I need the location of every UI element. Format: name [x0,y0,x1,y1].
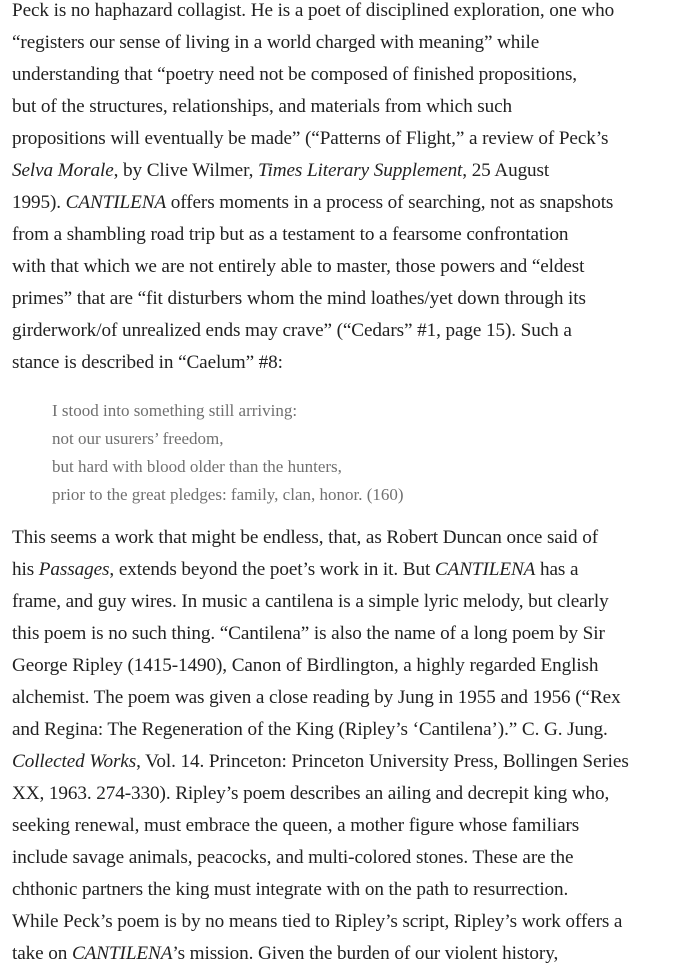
text-line: but of the structures, relationships, and materials from which such [12,96,513,117]
book-title: CANTILENA [65,192,167,213]
text-line [12,559,578,580]
text-line: understanding that “poetry need not be composed of finished propositions, [12,64,578,85]
text-line: girderwork/of unrealized ends may crave” (“Cedars” #1, page 15). Such a [12,320,572,341]
text-line: and Regina: The Regeneration of the King (Ripley’s ‘Cantilena’).” C. G. Jung. [12,719,608,740]
paragraph-2 [12,522,684,970]
text-run: his [12,559,39,580]
text-line [12,943,558,964]
text-line: from a shambling road trip but as a testament to a fearsome confrontation [12,224,569,245]
text-run: , extends beyond the poet’s work in it. But [109,559,435,580]
text-line: include savage animals, peacocks, and multi-colored stones. These are the [12,847,574,868]
book-title: CANTILENA [434,559,536,580]
poem-line: not our usurers’ freedom, [52,429,224,448]
book-title: Passages [38,559,110,580]
text-line: this poem is no such thing. “Cantilena” is also the name of a long poem by Sir [12,623,605,644]
poem-line: but hard with blood older than the hunters, [52,457,342,476]
text-run: , by Clive Wilmer, [113,160,258,181]
article-body [12,0,684,970]
text-line: This seems a work that might be endless, that, as Robert Duncan once said of [12,527,599,548]
paragraph-1 [12,0,684,379]
text-line: propositions will eventually be made” (“Patterns of Flight,” a review of Peck’s [12,128,609,149]
text-run: has a [535,559,579,580]
poem-line: prior to the great pledges: family, clan, honor. (160) [52,485,404,504]
text-line: “registers our sense of living in a world charged with meaning” while [12,32,540,53]
text-run: 1995). [12,192,66,213]
text-line [12,751,629,772]
text-line [12,192,613,213]
poem-line: I stood into something still arriving: [52,401,298,420]
text-line: XX, 1963. 274-330). Ripley’s poem describes an ailing and decrepit king who, [12,783,610,804]
text-line: George Ripley (1415-1490), Canon of Birdlington, a highly regarded English [12,655,599,676]
text-run: , 25 August [462,160,550,181]
text-line: Peck is no haphazard collagist. He is a poet of disciplined exploration, one who [12,0,615,21]
text-run: take on [12,943,72,964]
book-title: Selva Morale [12,160,114,181]
text-line: with that which we are not entirely able to master, those powers and “eldest [12,256,585,277]
text-line: primes” that are “fit disturbers whom the mind loathes/yet down through its [12,288,586,309]
text-line: frame, and guy wires. In music a cantilena is a simple lyric melody, but clearly [12,591,609,612]
text-run: ’s mission. Given the burden of our violent history, [172,943,559,964]
text-line: stance is described in “Caelum” #8: [12,352,283,373]
text-line: seeking renewal, must embrace the queen, a mother figure whose familiars [12,815,580,836]
text-line: While Peck’s poem is by no means tied to Ripley’s script, Ripley’s work offers a [12,911,623,932]
book-title: CANTILENA [71,943,173,964]
text-line: alchemist. The poem was given a close reading by Jung in 1955 and 1956 (“Rex [12,687,621,708]
text-line: chthonic partners the king must integrate with on the path to resurrection. [12,879,569,900]
book-title: Collected Works [12,751,137,772]
text-run: offers moments in a process of searching, not as snapshots [166,192,614,213]
publication-title: Times Literary Supplement [258,160,463,181]
text-line [12,160,549,181]
poem-quote [52,397,684,509]
text-run: , Vol. 14. Princeton: Princeton University Press, Bollingen Series [136,751,629,772]
